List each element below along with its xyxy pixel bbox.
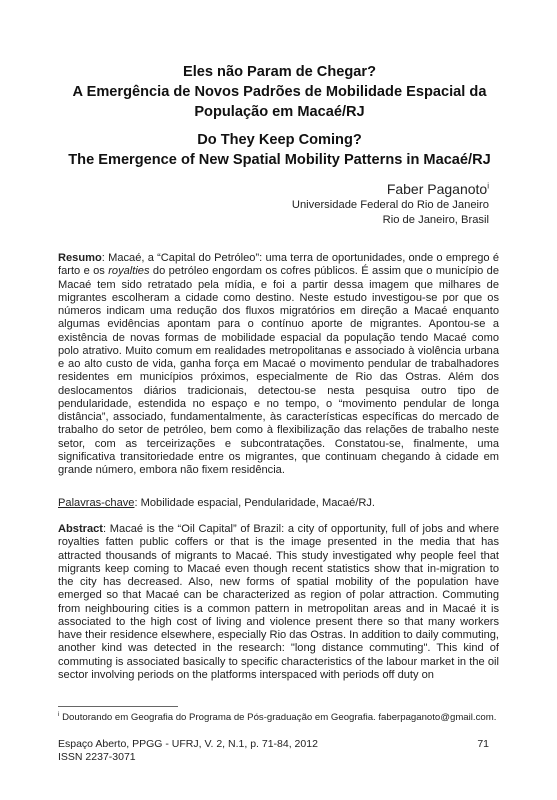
- title-en-line-1: Do They Keep Coming?: [197, 132, 362, 148]
- journal-footer: [58, 738, 318, 764]
- resumo-paragraph: Resumo: Macaé, a “Capital do Petróleo”: uma terra de oportunidades, onde o emprego é farto e os royalties do petróleo engordam os cofres públicos. É assim que o município de Macaé tem sido retratado pela mídia, e foi a partir dessa imagem que milhares de migrantes escolheram a cidade como destino. Neste estudo investigou-se por que os números indicam uma redução dos fluxos migratórios em direção a Macaé enquanto algumas evidências apontam para o contínuo aporte de migrantes. Apontou-se a existência de novas formas de mobilidade espacial da população tendo Macaé como polo atrativo. Muito comum em realidades metropolitanas e associado à violência urbana e ao alto custo de vida, ganha força em Macaé o movimento pendular de trabalhadores residentes em municípios próximos, especialmente de Rio das Ostras. Além dos deslocamentos diários tradicionais, detectou-se nesta pesquisa outro tipo de pendularidade, estendida no espaço e no tempo, o “movimento pendular de longa distância”, associado, fundamentalmente, às características específicas do mercado de trabalho do setor de petróleo, bem como à flexibilização das relações de trabalho neste setor, com as terceirizações e subcontratações. Constatou-se, finalmente, uma significativa transitoriedade entre os migrantes, que continuam chegando à cidade em grande número, embora não fixem residência.: [58, 252, 499, 476]
- author-location: Rio de Janeiro, Brasil: [382, 214, 489, 226]
- footnote-mark: i: [58, 710, 60, 718]
- page-number: 71: [477, 738, 489, 750]
- journal-issn: ISSN 2237-3071: [58, 751, 136, 763]
- title-pt-line-2: A Emergência de Novos Padrões de Mobilidade Espacial da: [72, 84, 487, 100]
- footnote-divider: [58, 706, 178, 707]
- author-affiliation: Universidade Federal do Rio de Janeiro: [291, 199, 489, 211]
- abstract-label: Abstract: [58, 523, 104, 535]
- keywords-line: Palavras-chave: Mobilidade espacial, Pendularidade, Macaé/RJ.: [58, 497, 375, 509]
- title-block: [60, 62, 499, 170]
- author-block: [292, 180, 489, 228]
- resumo-italic-term: royalties: [108, 265, 150, 278]
- keywords-label: Palavras-chave: [58, 497, 135, 509]
- resumo-label: Resumo: [58, 252, 102, 264]
- title-en-line-2: The Emergence of New Spatial Mobility Patterns in Macaé/RJ: [68, 152, 491, 168]
- title-pt-line-1: Eles não Param de Chegar?: [182, 64, 377, 80]
- abstract-paragraph: Abstract: Macaé is the “Oil Capital” of Brazil: a city of opportunity, full of jobs and where royalties fatten public coffers or that is the image presented in the media that has attracted thousands of migrants to Macaé. This study investigated why people feel that migrants keep coming to Macaé even though recent statistics show that in-migration to the city has decreased. Also, new forms of spatial mobility of the population have emerged so that Macaé can be characterized as region of polar attraction. Commuting from neighbouring cities is a common pattern in metropolitan areas and in Macaé it is associated to the high cost of living and violence present there so that many workers have their residence elsewhere, especially Rio das Ostras. In addition to daily commuting, another kind was detected in the research: "long distance commuting". This kind of commuting is associated basically to specific characteristics of the labour market in the oil sector involving periods on the platforms interspaced with periods off duty on: [58, 523, 499, 681]
- title-pt-line-3: População em Macaé/RJ: [194, 104, 365, 120]
- author-name: Faber Paganoto$^i$: [386, 181, 489, 197]
- footnote: $^i$ Doutorando em Geografia do Programa de Pós-graduação em Geografia. faberpaganoto@gmail.com.: [58, 710, 497, 723]
- journal-citation: Espaço Aberto, PPGG - UFRJ, V. 2, N.1, p. 71-84, 2012: [58, 738, 318, 750]
- author-footnote-mark: i: [487, 181, 489, 191]
